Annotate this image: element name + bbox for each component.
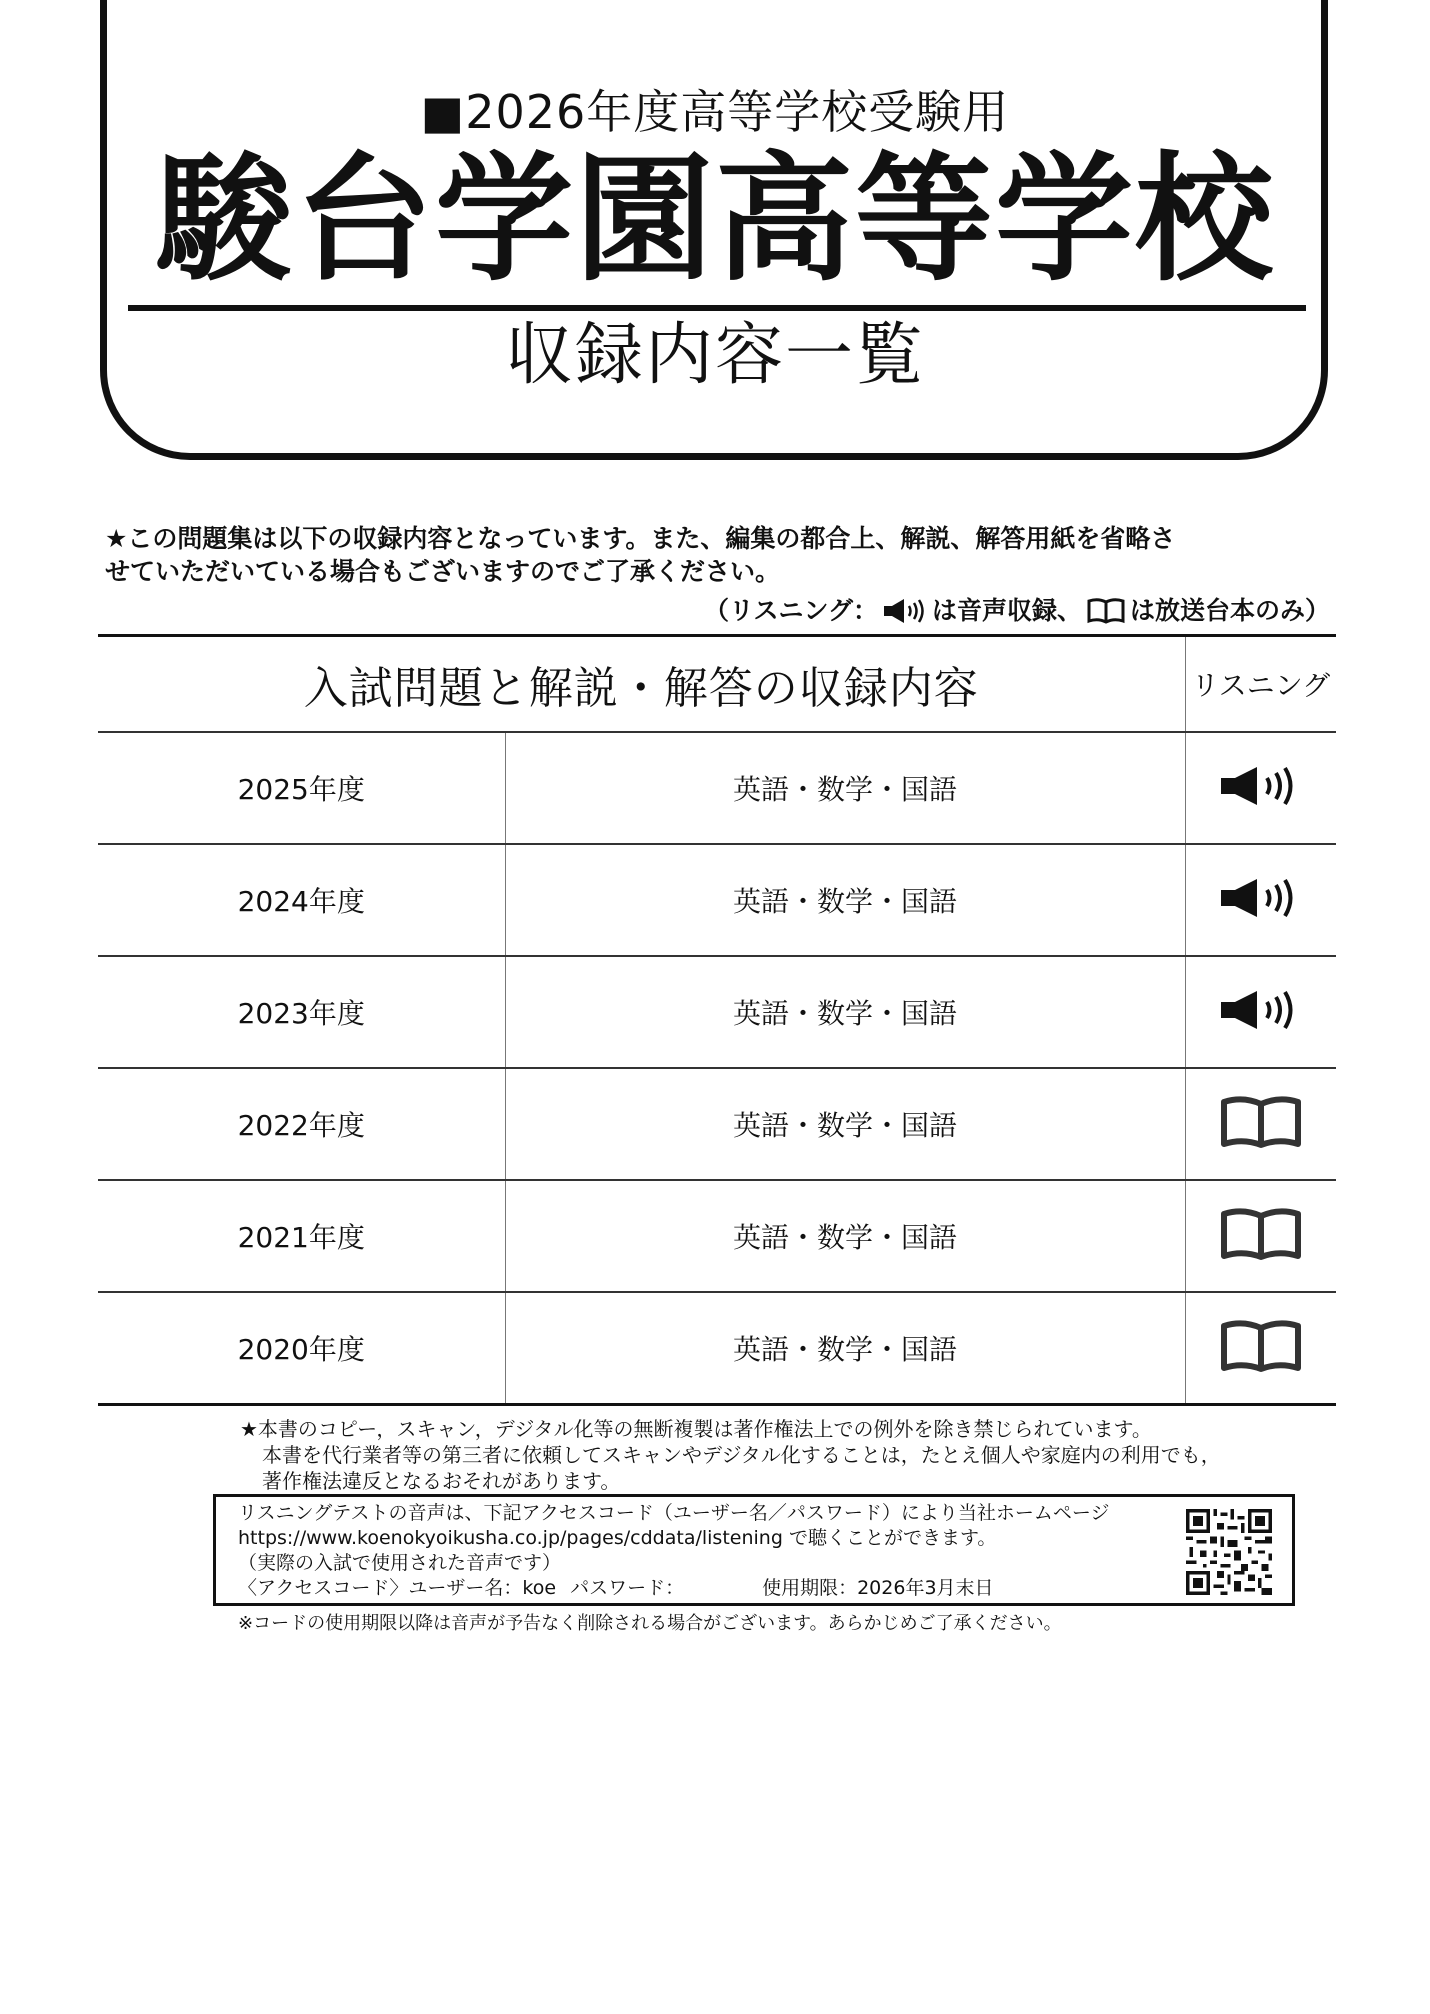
qr-code-icon[interactable] xyxy=(1186,1509,1272,1595)
row-listening xyxy=(1185,844,1336,956)
row-listening xyxy=(1185,1292,1336,1405)
row-year: 2023年度 xyxy=(98,956,505,1068)
speaker-icon xyxy=(1219,876,1303,920)
footnote-line-3: 著作権法違反となるおそれがあります。 xyxy=(262,1469,621,1493)
contents-table xyxy=(98,634,1336,1406)
row-subjects: 英語・数学・国語 xyxy=(505,1180,1185,1292)
notice-line-1: ★この問題集は以下の収録内容となっています。また、編集の都合上、解説、解答用紙を省略さ xyxy=(105,524,1176,553)
contents-list-title: 収録内容一覧 xyxy=(504,316,925,395)
row-subjects: 英語・数学・国語 xyxy=(505,1068,1185,1180)
access-code-box xyxy=(213,1494,1295,1606)
access-line-2-suffix: で聴くことができます。 xyxy=(788,1527,997,1549)
book-icon xyxy=(1086,597,1126,625)
table-row xyxy=(98,956,1336,1068)
access-line-3: （実際の入試で使用された音声です） xyxy=(238,1552,562,1574)
header-listening: リスニング xyxy=(1185,636,1336,733)
row-listening xyxy=(1185,1068,1336,1180)
exam-year-subtitle: ■2026年度高等学校受験用 xyxy=(420,85,1010,139)
expiry-final-note: ※コードの使用期限以降は音声が予告なく削除される場合がございます。あらかじめご了承ください。 xyxy=(238,1613,1062,1634)
row-subjects: 英語・数学・国語 xyxy=(505,956,1185,1068)
book-icon xyxy=(1219,1318,1303,1374)
contents-notice xyxy=(105,522,1335,588)
row-year: 2022年度 xyxy=(98,1068,505,1180)
row-listening xyxy=(1185,1180,1336,1292)
table-row xyxy=(98,732,1336,844)
table-row xyxy=(98,844,1336,956)
access-expiry: 使用期限：2026年3月末日 xyxy=(762,1577,994,1599)
copyright-footnote xyxy=(240,1416,1240,1494)
book-icon xyxy=(1219,1206,1303,1262)
table-row xyxy=(98,1180,1336,1292)
row-subjects: 英語・数学・国語 xyxy=(505,732,1185,844)
footnote-line-1: ★本書のコピー，スキャン，デジタル化等の無断複製は著作権法上での例外を除き禁じられています。 xyxy=(240,1417,1152,1441)
header-contents: 入試問題と解説・解答の収録内容 xyxy=(98,636,1185,733)
table-header-row xyxy=(98,636,1336,733)
row-subjects: 英語・数学・国語 xyxy=(505,1292,1185,1405)
row-subjects: 英語・数学・国語 xyxy=(505,844,1185,956)
book-icon xyxy=(1219,1094,1303,1150)
legend-audio-text: は音声収録、 xyxy=(931,596,1082,625)
notice-line-2: せていただいている場合もございますのでご了承ください。 xyxy=(105,557,781,586)
legend-script-text: は放送台本のみ） xyxy=(1129,596,1330,625)
row-listening xyxy=(1185,956,1336,1068)
table-row xyxy=(98,1292,1336,1405)
access-code-line xyxy=(238,1576,1292,1601)
row-year: 2024年度 xyxy=(98,844,505,956)
access-username: 〈アクセスコード〉ユーザー名：koe xyxy=(238,1577,557,1599)
speaker-icon xyxy=(1219,988,1303,1032)
access-password: パスワード： xyxy=(570,1577,685,1599)
row-year: 2021年度 xyxy=(98,1180,505,1292)
table-row xyxy=(98,1068,1336,1180)
legend-prefix: （リスニング： xyxy=(703,596,878,625)
access-line-1: リスニングテストの音声は、下記アクセスコード（ユーザー名／パスワード）により当社ホームページ xyxy=(238,1502,1110,1524)
row-year: 2020年度 xyxy=(98,1292,505,1405)
listening-url-link[interactable]: https://www.koenokyoikusha.co.jp/pages/cddata/listening xyxy=(238,1527,783,1549)
row-listening xyxy=(1185,732,1336,844)
listening-legend xyxy=(704,594,1330,628)
speaker-icon xyxy=(882,597,928,625)
speaker-icon xyxy=(1219,764,1303,808)
title-underline xyxy=(128,305,1306,311)
footnote-line-2: 本書を代行業者等の第三者に依頼してスキャンやデジタル化することは，たとえ個人や家庭内の利用でも， xyxy=(262,1443,1221,1467)
school-name-title: 駿台学園高等学校 xyxy=(154,139,1275,300)
row-year: 2025年度 xyxy=(98,732,505,844)
access-line-2 xyxy=(238,1526,1292,1551)
